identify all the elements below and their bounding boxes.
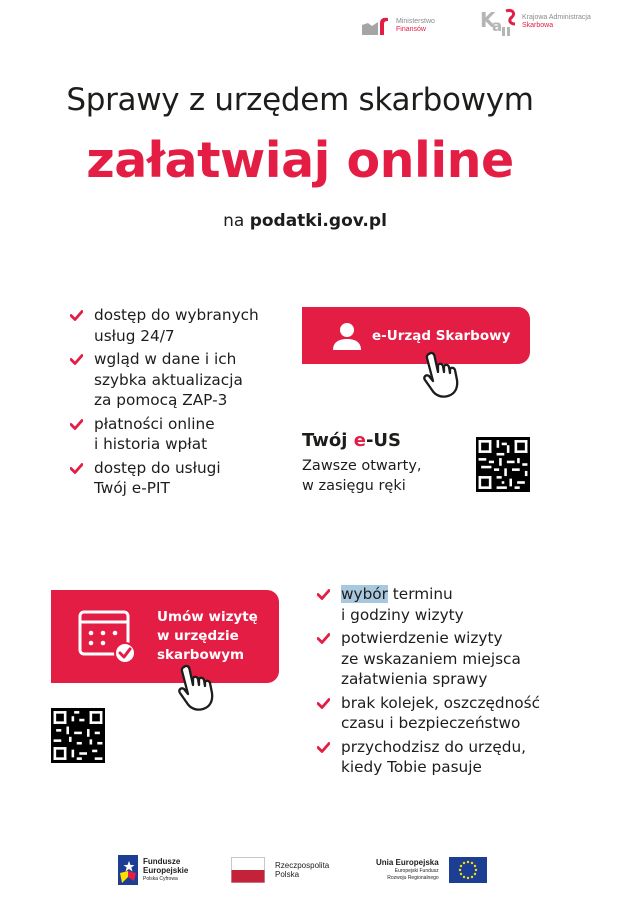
fundusze-europejskie-logo: Fundusze Europejskie Polska Cyfrowa: [118, 855, 188, 885]
headline-primary: Sprawy z urzędem skarbowym: [66, 82, 534, 118]
kas-logo-line2: Skarbowa: [522, 22, 554, 29]
list-item: wgląd w dane i ich szybka aktualizacja za pomocą ZAP-3: [70, 349, 290, 411]
kas-logo-line1: Krajowa Administracja: [522, 14, 591, 21]
checkmark-icon: [70, 310, 83, 321]
list-item: przychodzisz do urzędu, kiedy Tobie pasuje: [317, 737, 587, 778]
svg-text:a: a: [492, 17, 503, 35]
twoj-eus-tagline: Zawsze otwarty, w zasięgu ręki: [302, 458, 422, 494]
checkmark-icon: [70, 419, 83, 430]
e-urzad-skarbowy-button[interactable]: [302, 307, 530, 364]
eus-feature-list: [70, 305, 290, 502]
pointing-hand-icon: [419, 350, 469, 400]
list-item: potwierdzenie wizyty ze wskazaniem miejsca załatwienia sprawy: [317, 628, 587, 690]
user-icon: [332, 321, 362, 351]
mf-logo-icon: [362, 17, 392, 35]
twoj-eus-title: Twój e-US: [302, 430, 402, 451]
mf-logo-line2: Finansów: [396, 26, 426, 33]
subhead-prefix: na: [223, 211, 245, 231]
visit-feature-list: [317, 584, 587, 781]
svg-text:K: K: [480, 8, 496, 32]
checkmark-icon: [317, 698, 330, 709]
unia-europejska-logo: Unia Europejska Europejski Fundusz Rozwoju Regionalnego: [376, 857, 487, 883]
checkmark-icon: [70, 463, 83, 474]
qr-code-visit[interactable]: [51, 708, 105, 763]
rzeczpospolita-polska-logo: Rzeczpospolita Polska: [231, 857, 329, 883]
list-item: wybór terminu i godziny wizyty: [317, 584, 587, 625]
umow-wizyte-button[interactable]: [51, 590, 279, 683]
website-subheading: [0, 211, 610, 231]
headline-accent: załatwiaj online: [86, 132, 514, 189]
list-item: dostęp do usługi Twój e-PIT: [70, 458, 290, 499]
polish-flag-icon: [231, 857, 265, 883]
list-item: dostęp do wybranych usług 24/7: [70, 305, 290, 346]
qr-code-eus[interactable]: [476, 437, 530, 492]
list-item: płatności online i historia wpłat: [70, 414, 290, 455]
checkmark-icon: [317, 742, 330, 753]
checkmark-icon: [317, 633, 330, 644]
highlighted-text: wybór: [341, 585, 388, 603]
checkmark-icon: [317, 589, 330, 600]
mf-logo-line1: Ministerstwo: [396, 18, 435, 25]
ministerstwo-finansow-logo: [362, 14, 452, 38]
website-link[interactable]: podatki.gov.pl: [249, 211, 387, 231]
fe-logo-icon: [118, 855, 138, 885]
e-urzad-button-label: e-Urząd Skarbowy: [372, 327, 511, 344]
eu-flag-icon: [449, 857, 487, 883]
list-item: brak kolejek, oszczędność czasu i bezpieczeństwo: [317, 693, 587, 734]
calendar-check-icon: [77, 609, 137, 665]
checkmark-icon: [70, 354, 83, 365]
krajowa-administracja-skarbowa-logo: [480, 6, 625, 38]
pointing-hand-icon: [174, 663, 224, 713]
kas-logo-icon: [480, 7, 520, 37]
umow-wizyte-label: Umów wizytę w urzędzie skarbowym: [157, 609, 258, 663]
